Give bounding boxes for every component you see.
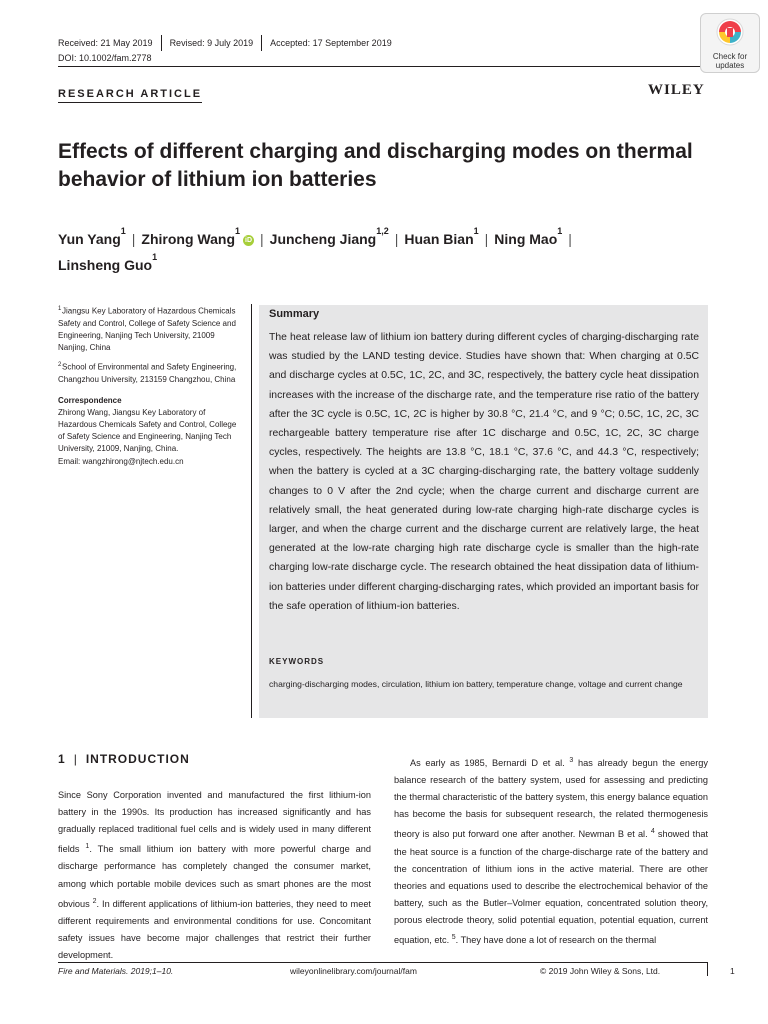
citation-link[interactable]: 2 (92, 897, 97, 905)
divider (161, 35, 162, 51)
section-title: INTRODUCTION (85, 752, 190, 766)
correspondence-text: Zhirong Wang, Jiangsu Key Laboratory of Hazardous Chemicals Safety and Control, College of Safety Science and Engineering, Nanjing Tech University, 21009, Nanjing, China. (58, 407, 237, 454)
summary-divider (251, 304, 252, 718)
section-number: 1 (58, 752, 66, 766)
footer-rule (58, 962, 708, 963)
accepted-date: Accepted: 17 September 2019 (270, 38, 392, 48)
divider (707, 962, 708, 976)
affiliations-column (58, 303, 243, 468)
page-number: 1 (730, 966, 735, 976)
author[interactable]: Huan Bian$^1$ (404, 226, 479, 247)
author[interactable]: Zhirong Wang$^1$ (141, 226, 241, 247)
author[interactable]: Linsheng Guo$^1$ (58, 252, 158, 273)
article-dates (58, 35, 392, 51)
copyright: © 2019 John Wiley & Sons, Ltd. (540, 966, 661, 976)
correspondence-email[interactable]: Email: wangzhirong@njtech.edu.cn (58, 456, 184, 466)
summary-heading: Summary (269, 308, 320, 320)
author[interactable]: Juncheng Jiang$^{1,2}$ (269, 226, 389, 247)
check-for-updates-button[interactable] (700, 13, 760, 73)
doi[interactable]: DOI: 10.1002/fam.2778 (58, 53, 152, 63)
citation-link[interactable]: 4 (650, 828, 655, 836)
received-date: Received: 21 May 2019 (58, 38, 153, 48)
orcid-icon[interactable]: iD (245, 236, 253, 244)
author[interactable]: Ning Mao$^1$ (494, 226, 563, 247)
keywords-text: charging-discharging modes, circulation, lithium ion battery, temperature change, voltage and current change (269, 679, 683, 689)
crossmark-icon (716, 18, 744, 46)
journal-url[interactable]: wileyonlinelibrary.com/journal/fam (290, 966, 417, 976)
author-list: Yun Yang$^1$ | Zhirong Wang$^1$iD | Juncheng Jiang$^{1,2}$ | Huan Bian$^1$ | Ning Mao$^1$ | Linsheng Guo$^1$ (58, 226, 572, 273)
summary-box (259, 305, 708, 718)
intro-column-2: As early as 1985, Bernardi D et al. $^3$ has already begun the energy balance research of the battery system, used for assessing and predicting the thermal characteristic of the battery system, this energy balance equation has become the basis for subsequent research, the related thermogenesis theory is also put forward one after another. Newman B et al. $^4$ showed that the heat source is a function of the charge-discharge rate of the battery and the concentration of lithium ions in the active material. There are other theories and equations used to describe the electrochemical behavior of the battery, such as the Butler–Volmer equation, concentrated solution theory, porous electrode theory, solid potential equation, potential equation, current equation, etc. $^5$. They have done a lot of research on the thermal (394, 757, 709, 946)
paper-title: Effects of different charging and discharging modes on thermal behavior of lithium ion batteries (58, 140, 693, 191)
citation-link[interactable]: 5 (451, 934, 456, 942)
publisher-logo[interactable]: WILEY (648, 82, 705, 98)
check-label-2: updates (715, 61, 745, 70)
revised-date: Revised: 9 July 2019 (169, 38, 254, 48)
correspondence-heading: Correspondence (58, 395, 122, 405)
summary-text: The heat release law of lithium ion battery during different cycles of charging-discharging rate was studied by the LAND testing device. Studies have shown that: When charging at 0.5C and discharge cycles at 0.5C, 1C, 2C, and 3C, respectively, the battery cycle heat dissipation increases with the increase of the discharge rate, and the temperature rise ratio of the battery after the 3C cycle is 0.5C, 1C, 2C is higher by 30.8 °C, 21.4 °C, and 9 °C; 0.5C, 1C, 2C, 3C rechargeable battery temperature rise after 1C discharge and 0.5C, 1C, 2C, 3C charge cycles, respectively. The heights are 13.8 °C, 18.1 °C, 37.6 °C, and 44.3 °C, respectively; when the battery is cycled at a 3C charging-discharging rate, the battery voltage suddenly changes to 0 V after the 2nd cycle; when the charge current and discharge current are relatively small, the heat generated during low-rate charging high-rate discharge cycles is larger, and when the charge current and the discharge current are relatively large, the heat generated at the low-rate charging high rate discharge cycle is smaller than the high-rate charging low-rate discharge cycle. The research obtained the heat dissipation data of lithium-ion batteries under different charging-discharging rates, which provided an important basis for the safe operation of lithium-ion batteries. (269, 332, 699, 612)
journal-citation: Fire and Materials. 2019;1–10. (58, 966, 174, 976)
check-label: Check for (712, 52, 748, 61)
affiliation: $^2$ School of Environmental and Safety Engineering, Changzhou University, 213159 Changzhou, China (58, 362, 237, 385)
section-heading: 1 | INTRODUCTION (58, 752, 190, 766)
keywords-heading: KEYWORDS (269, 657, 325, 666)
intro-column-1: Since Sony Corporation invented and manufactured the first lithium-ion battery in the 1990s. Its production has increased significantly and has gradually replaced traditional fuel cells and is widely used in many different fields $^1$. The small lithium ion battery with more powerful charge and discharge performance has completely changed the consumer market, among which portable mobile devices such as smart phones are the most obvious $^2$. In different applications of lithium-ion batteries, they need to meet different requirements and environmental conditions for use. Concomitant safety issues have become major challenges that restrict their further development. (58, 790, 371, 960)
author[interactable]: Yun Yang$^1$ (58, 226, 126, 247)
header-rule (58, 66, 700, 67)
citation-link[interactable]: 3 (569, 757, 574, 764)
article-type: RESEARCH ARTICLE (58, 88, 202, 103)
divider (261, 35, 262, 51)
citation-link[interactable]: 1 (85, 843, 90, 851)
affiliation: $^1$ Jiangsu Key Laboratory of Hazardous Chemicals Safety and Control, College of Safety Science and Engineering, Nanjing Tech University, 21009 Nanjing, China (58, 306, 236, 353)
